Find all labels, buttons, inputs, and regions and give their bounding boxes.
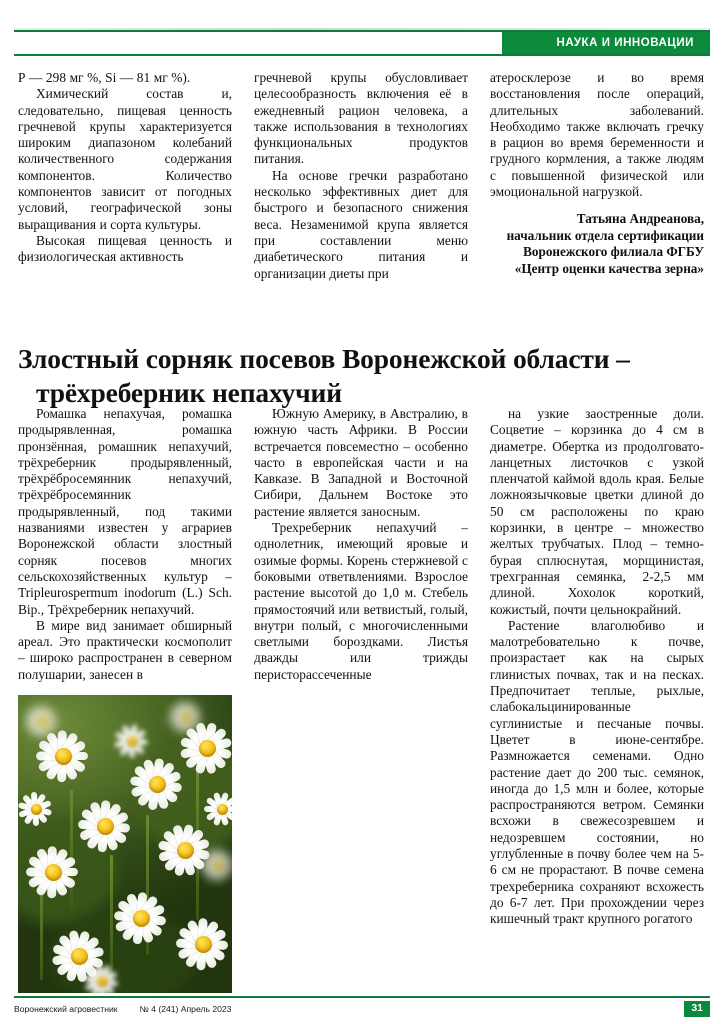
page-footer xyxy=(14,1000,710,1018)
author-role-line-2: Воронежского филиала ФГБУ xyxy=(523,244,704,260)
chamomile-photo xyxy=(18,695,232,993)
photo-daisy xyxy=(78,799,132,853)
footer-rule xyxy=(14,996,710,998)
top-article xyxy=(18,70,706,282)
top-article-column-3 xyxy=(490,70,704,282)
paragraph: гречневой крупы обусловливает целесообразность включения её в ежедневный рацион человека, а также использования в технологиях функциональных продуктов питания. xyxy=(254,70,468,167)
footer-issue-info: № 4 (241) Апрель 2023 xyxy=(139,1004,232,1014)
paragraph: Ромашка непахучая, ромашка продырявленная, ромашка пронзённая, ромашник непахучий, трёхреберник продырявленный, трёхрёбросемянник непахучий, трёхрёбросемянник продырявленный, под такими названиями известен у аграриев Воронежской области злостный сорняк посевов многих сельскохозяйственных культур – Tripleurospermum inodorum (L.) Sch. Bip., Трёхреберник непахучий. xyxy=(18,406,232,617)
author-signature xyxy=(490,211,704,277)
top-article-column-2 xyxy=(254,70,468,282)
main-article-column-3 xyxy=(490,406,704,993)
photo-daisy xyxy=(114,891,168,945)
paragraph: Южную Америку, в Австралию, в южную часть Африки. В России встречается повсеместно – особенно часто в европейская части и на Кавказе. В Западной и Восточной Сибири, Дальнем Востоке это растение является заносным. xyxy=(254,406,468,519)
photo-daisy xyxy=(130,757,184,811)
paragraph: На основе гречки разработано несколько эффективных диет для быстрого и безопасного снижения веса. Незаменимой крупа является при составлении меню диабетического питания и организации диеты при xyxy=(254,167,468,281)
photo-daisy xyxy=(180,721,232,775)
rubric-bar xyxy=(14,30,710,56)
photo-daisy xyxy=(158,823,212,877)
top-article-column-1 xyxy=(18,70,232,282)
paragraph: Высокая пищевая ценность и физиологическая активность xyxy=(18,232,232,265)
photo-daisy xyxy=(26,845,80,899)
headline-line-1: Злостный сорняк посевов Воронежской области – xyxy=(18,343,630,375)
headline-line-2: трёхреберник непахучий xyxy=(36,377,342,409)
page-number: 31 xyxy=(684,1001,710,1017)
paragraph: Химический состав и, следовательно, пищевая ценность гречневой крупы характеризуется широким диапазоном колебаний количественного содержания компонентов. Количество компонентов зависит от погодных условий, географической зоны выращивания и сорта культуры. xyxy=(18,86,232,232)
article-headline xyxy=(18,342,708,410)
main-article-column-1 xyxy=(18,406,232,993)
author-role-line-3: «Центр оценки качества зерна» xyxy=(514,260,704,276)
photo-daisy xyxy=(114,723,150,759)
photo-daisy xyxy=(18,791,54,827)
paragraph: Растение влаголюбиво и малотребовательно к почве, произрастает как на сырых глинистых почвах, так и на песках. Предпочитает теплые, рыхлые, слабокальцинированные суглинистые и песчаные почвы. Цветет в июне-сентябре. Размножается семенами. Одно растение дает до 200 тыс. семянок, иногда до 1,5 млн и более, которые распространяются ветром. Семянки всхожи в свежесозревшем и недозревшем состоянии, но углубленные в почву более чем на 5-6 см не прорастают. В почве семена трехреберника сохраняют всхожесть до 6-7 лет. При прохождении через кишечный тракт крупного рогатого xyxy=(490,617,704,927)
photo-stem xyxy=(110,855,113,975)
footer-magazine-title: Воронежский агровестник xyxy=(14,1004,118,1014)
photo-daisy xyxy=(36,729,90,783)
photo-daisy xyxy=(176,917,230,971)
paragraph: Р — 298 мг %, Si — 81 мг %). xyxy=(18,70,191,85)
paragraph: на узкие заостренные доли. Соцветие – корзинка до 4 см в диаметре. Обертка из продолговато-ланцетных листочков с узкой пленчатой каймой вдоль края. Белые ложноязычковые цветки длиной до 50 см расположены по краю корзинки, в центре – множество желтых трубчатых. Плод – темно-бурая сплюснутая, морщинистая, трехгранная семянка, 2-2,5 мм длиной. Хохолок короткий, кожистый, почти цельнокрайний. xyxy=(490,406,704,617)
rubric-label: НАУКА И ИННОВАЦИИ xyxy=(502,32,710,54)
paragraph: атеросклерозе и во время восстановления после операций, длительных заболеваний. Необходимо также включать гречку в рацион во время беременности и грудного кормления, а также людям с повышенной физической или эмоциональной нагрузкой. xyxy=(490,70,704,200)
photo-daisy xyxy=(204,791,232,827)
main-article xyxy=(18,406,706,993)
main-article-column-2 xyxy=(254,406,468,993)
photo-daisy xyxy=(84,963,120,993)
author-role-line-1: начальник отдела сертификации xyxy=(506,227,704,243)
paragraph: В мире вид занимает обширный ареал. Это практически космополит – широко распространен в северном полушарии, занесен в xyxy=(18,617,232,682)
paragraph: Трехреберник непахучий – однолетник, имеющий яровые и озимые формы. Корень стержневой с боковыми ответвлениями. Взрослое растение высотой до 1,0 м. Стебель прямостоячий или ветвистый, голый, внутри полый, с многочисленными светлыми бороздками. Листья дважды или трижды перисторассеченные xyxy=(254,520,468,682)
author-name: Татьяна Андреанова, xyxy=(576,211,704,227)
